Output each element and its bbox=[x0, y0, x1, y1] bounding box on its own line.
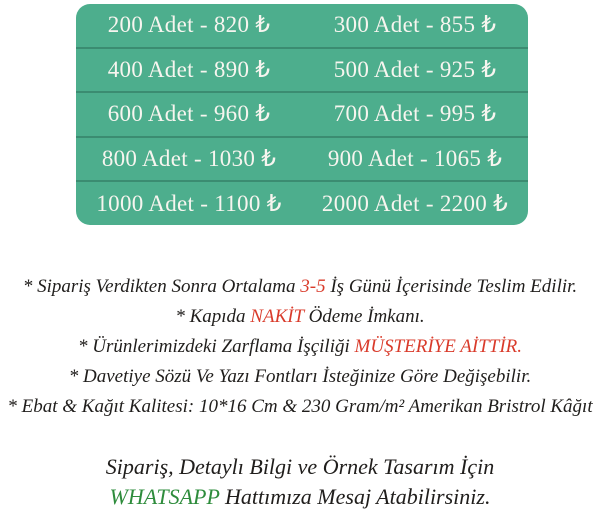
table-row bbox=[76, 4, 528, 47]
note-paper bbox=[0, 392, 600, 422]
price-cell: 500 Adet - 925 ₺ bbox=[333, 56, 497, 82]
order-notes bbox=[0, 272, 600, 422]
note-envelope bbox=[0, 332, 600, 362]
table-row bbox=[76, 180, 528, 225]
whatsapp-highlight: WHATSAPP bbox=[109, 484, 220, 509]
table-row bbox=[76, 136, 528, 181]
footer-line2 bbox=[0, 482, 600, 512]
note-delivery bbox=[0, 272, 600, 302]
price-cell: 400 Adet - 890 ₺ bbox=[107, 56, 271, 82]
note-text: Ödeme İmkanı. bbox=[303, 306, 425, 327]
price-cell: 200 Adet - 820 ₺ bbox=[107, 12, 271, 38]
contact-footer bbox=[0, 452, 600, 512]
price-cell: 1000 Adet - 1100 ₺ bbox=[96, 190, 282, 216]
note-text: * Ebat & Kağıt Kalitesi: 10*16 Cm & 230 Gram/m² Amerikan Bristrol Kâğıt bbox=[7, 396, 593, 417]
price-cell: 600 Adet - 960 ₺ bbox=[107, 101, 271, 127]
note-text: İş Günü İçerisinde Teslim Edilir. bbox=[325, 276, 578, 297]
price-cell: 800 Adet - 1030 ₺ bbox=[101, 146, 277, 172]
note-highlight: MÜŞTERİYE AİTTİR. bbox=[354, 336, 523, 357]
note-fonts bbox=[0, 362, 600, 392]
note-text: * Davetiye Sözü Ve Yazı Fontları İsteğinize Göre Değişebilir. bbox=[68, 366, 532, 387]
note-text: * Kapıda bbox=[175, 306, 251, 327]
footer-line1: Sipariş, Detaylı Bilgi ve Örnek Tasarım İçin bbox=[105, 454, 495, 479]
note-text: * Sipariş Verdikten Sonra Ortalama bbox=[22, 276, 301, 297]
price-cell: 700 Adet - 995 ₺ bbox=[333, 101, 497, 127]
table-row bbox=[76, 47, 528, 92]
note-highlight: NAKİT bbox=[250, 306, 304, 327]
price-cell: 300 Adet - 855 ₺ bbox=[333, 12, 497, 38]
note-highlight: 3-5 bbox=[300, 276, 326, 297]
price-cell: 2000 Adet - 2200 ₺ bbox=[321, 190, 509, 216]
note-payment bbox=[0, 302, 600, 332]
price-table bbox=[76, 4, 528, 225]
note-text: * Ürünlerimizdeki Zarflama İşçiliği bbox=[77, 336, 355, 357]
table-row bbox=[76, 91, 528, 136]
price-cell: 900 Adet - 1065 ₺ bbox=[327, 146, 503, 172]
footer-line2-text: Hattımıza Mesaj Atabilirsiniz. bbox=[219, 484, 491, 509]
